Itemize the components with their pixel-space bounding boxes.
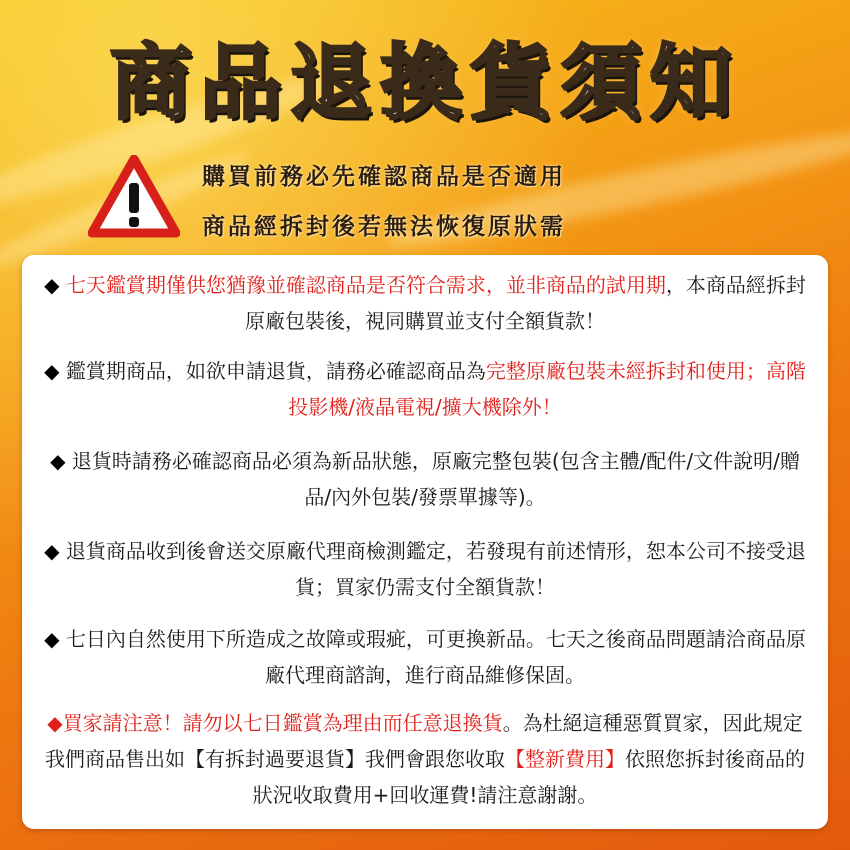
notice-item-5-text: 七日內自然使用下所造成之故障或瑕疵，可更換新品。七天之後商品問題請洽商品原廠代理商諮詢，進行商品維修保固。	[65, 627, 806, 687]
notice-item-1-text: ，本商品經拆封原廠包裝後，視同購買並支付全額貨款！	[245, 273, 806, 333]
bullet-icon: ◆	[44, 359, 60, 383]
notice-item-1	[42, 267, 808, 339]
warning-text-line1: 購買前務必先確認商品是否適用	[202, 163, 566, 190]
notice-item-3	[42, 443, 808, 515]
bullet-icon: ◆	[44, 539, 60, 563]
warning-icon	[88, 155, 180, 239]
notice-item-2	[42, 353, 808, 425]
bullet-icon: ◆	[47, 711, 63, 735]
notice-item-6-highlight: 買家請注意！請勿以七日鑑賞為理由而任意退換貨	[62, 711, 503, 735]
notice-item-4	[42, 533, 808, 605]
bullet-icon: ◆	[50, 449, 66, 473]
notice-item-6-text: 。為杜絕這種惡質買家，因此規定我們商品售出如【有拆封過要退貨】我們會跟您收取	[45, 711, 803, 771]
notice-item-6-fee: 【整新費用】	[505, 747, 625, 771]
notice-item-2-highlight: 完整原廠包裝未經拆封和使用；高階投影機/液晶電視/擴大機除外！	[288, 359, 806, 419]
notice-item-6	[42, 705, 808, 813]
notice-item-2-text: 鑑賞期商品，如欲申請退貨，請務必確認商品為	[65, 359, 486, 383]
notice-item-6-end: 依照您拆封後商品的狀況收取費用+回收運費!請注意謝謝。	[252, 747, 805, 807]
bullet-icon: ◆	[44, 627, 60, 651]
notice-item-5	[42, 621, 808, 693]
notice-item-3-text: 退貨時請務必確認商品必須為新品狀態，原廠完整包裝(包含主體/配件/文件說明/贈品/內外包裝/發票單據等)。	[71, 449, 800, 509]
notice-item-4-text: 退貨商品收到後會送交原廠代理商檢測鑑定，若發現有前述情形，恕本公司不接受退貨；買家仍需支付全額貨款！	[65, 539, 806, 599]
warning-text-line2: 商品經拆封後若無法恢復原狀需	[202, 213, 566, 240]
page-title: 商品退換貨須知	[109, 36, 740, 131]
notice-panel	[22, 255, 828, 829]
bullet-icon: ◆	[44, 273, 60, 297]
notice-item-1-highlight: 七天鑑賞期僅供您猶豫並確認商品是否符合需求，並非商品的試用期	[65, 273, 666, 297]
